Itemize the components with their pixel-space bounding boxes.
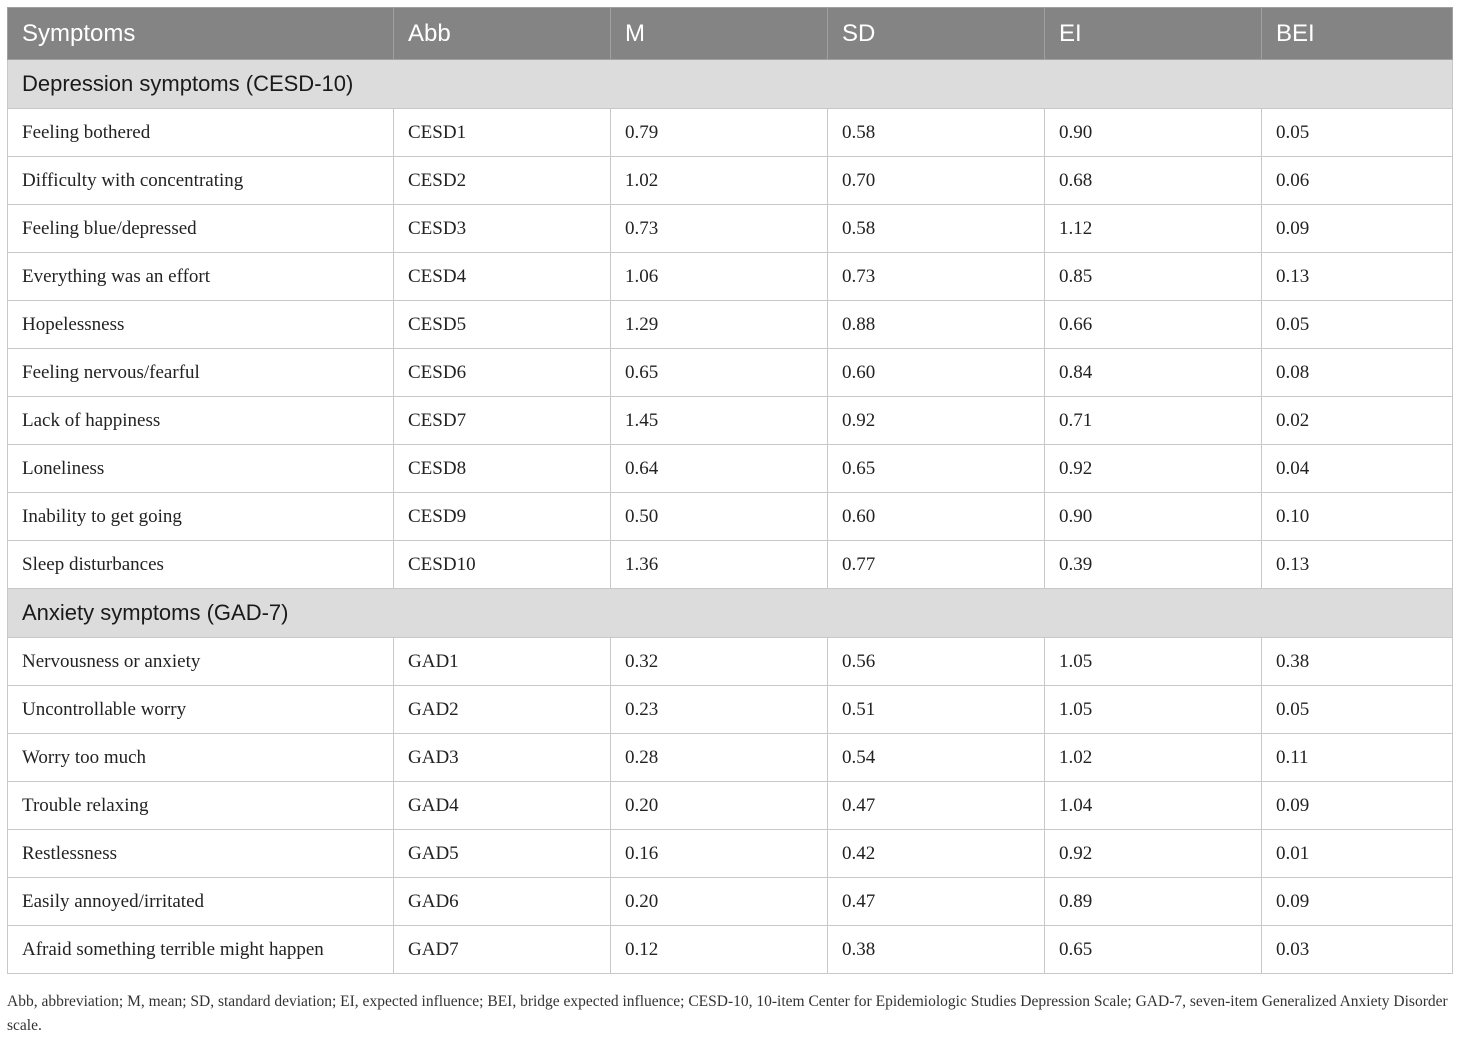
cell-bei: 0.05: [1262, 109, 1453, 157]
table-row: [8, 638, 1453, 686]
cell-ei: 0.90: [1045, 493, 1262, 541]
table-row: [8, 541, 1453, 589]
cell-symptom: Nervousness or anxiety: [8, 638, 394, 686]
cell-symptom: Lack of happiness: [8, 397, 394, 445]
cell-sd: 0.51: [828, 686, 1045, 734]
cell-sd: 0.65: [828, 445, 1045, 493]
cell-m: 0.73: [611, 205, 828, 253]
cell-ei: 1.04: [1045, 782, 1262, 830]
cell-bei: 0.11: [1262, 734, 1453, 782]
cell-m: 1.29: [611, 301, 828, 349]
cell-abb: GAD5: [394, 830, 611, 878]
cell-bei: 0.38: [1262, 638, 1453, 686]
cell-ei: 0.85: [1045, 253, 1262, 301]
cell-bei: 0.03: [1262, 926, 1453, 974]
cell-ei: 1.12: [1045, 205, 1262, 253]
cell-symptom: Afraid something terrible might happen: [8, 926, 394, 974]
cell-ei: 0.71: [1045, 397, 1262, 445]
cell-ei: 0.92: [1045, 830, 1262, 878]
table-row: [8, 349, 1453, 397]
table-row: [8, 734, 1453, 782]
table-row: [8, 878, 1453, 926]
table-row: [8, 205, 1453, 253]
cell-symptom: Feeling nervous/fearful: [8, 349, 394, 397]
cell-abb: CESD9: [394, 493, 611, 541]
cell-bei: 0.01: [1262, 830, 1453, 878]
cell-m: 1.06: [611, 253, 828, 301]
cell-bei: 0.09: [1262, 782, 1453, 830]
cell-m: 0.64: [611, 445, 828, 493]
cell-bei: 0.08: [1262, 349, 1453, 397]
cell-sd: 0.60: [828, 493, 1045, 541]
cell-bei: 0.13: [1262, 541, 1453, 589]
cell-sd: 0.54: [828, 734, 1045, 782]
cell-symptom: Feeling bothered: [8, 109, 394, 157]
cell-sd: 0.56: [828, 638, 1045, 686]
cell-ei: 0.89: [1045, 878, 1262, 926]
cell-m: 0.20: [611, 782, 828, 830]
table-row: [8, 157, 1453, 205]
cell-symptom: Trouble relaxing: [8, 782, 394, 830]
table-row: [8, 109, 1453, 157]
table-row: [8, 301, 1453, 349]
cell-bei: 0.10: [1262, 493, 1453, 541]
cell-abb: GAD3: [394, 734, 611, 782]
cell-abb: CESD1: [394, 109, 611, 157]
cell-symptom: Restlessness: [8, 830, 394, 878]
cell-symptom: Sleep disturbances: [8, 541, 394, 589]
cell-symptom: Easily annoyed/irritated: [8, 878, 394, 926]
table-row: [8, 445, 1453, 493]
cell-ei: 0.39: [1045, 541, 1262, 589]
header-row: [8, 8, 1453, 60]
cell-bei: 0.05: [1262, 686, 1453, 734]
table-row: [8, 830, 1453, 878]
cell-sd: 0.73: [828, 253, 1045, 301]
cell-symptom: Uncontrollable worry: [8, 686, 394, 734]
cell-symptom: Worry too much: [8, 734, 394, 782]
cell-bei: 0.06: [1262, 157, 1453, 205]
header-symptoms: Symptoms: [8, 8, 394, 60]
cell-sd: 0.70: [828, 157, 1045, 205]
cell-sd: 0.58: [828, 205, 1045, 253]
cell-abb: CESD8: [394, 445, 611, 493]
cell-symptom: Loneliness: [8, 445, 394, 493]
cell-abb: GAD2: [394, 686, 611, 734]
header-sd: SD: [828, 8, 1045, 60]
cell-bei: 0.05: [1262, 301, 1453, 349]
section-row: [8, 60, 1453, 109]
table-row: [8, 397, 1453, 445]
cell-ei: 0.66: [1045, 301, 1262, 349]
symptoms-table: [7, 7, 1453, 974]
cell-m: 0.50: [611, 493, 828, 541]
cell-abb: GAD4: [394, 782, 611, 830]
section-title: Depression symptoms (CESD-10): [8, 60, 1453, 109]
cell-sd: 0.77: [828, 541, 1045, 589]
cell-sd: 0.47: [828, 782, 1045, 830]
cell-abb: CESD7: [394, 397, 611, 445]
cell-sd: 0.38: [828, 926, 1045, 974]
cell-sd: 0.58: [828, 109, 1045, 157]
cell-abb: CESD10: [394, 541, 611, 589]
table-container: [7, 7, 1452, 974]
cell-m: 0.20: [611, 878, 828, 926]
cell-sd: 0.60: [828, 349, 1045, 397]
cell-abb: CESD5: [394, 301, 611, 349]
header-m: M: [611, 8, 828, 60]
header-ei: EI: [1045, 8, 1262, 60]
cell-abb: CESD2: [394, 157, 611, 205]
cell-abb: CESD6: [394, 349, 611, 397]
cell-m: 1.02: [611, 157, 828, 205]
section-row: [8, 589, 1453, 638]
table-row: [8, 253, 1453, 301]
cell-bei: 0.04: [1262, 445, 1453, 493]
cell-abb: GAD7: [394, 926, 611, 974]
cell-sd: 0.42: [828, 830, 1045, 878]
table-row: [8, 493, 1453, 541]
cell-bei: 0.09: [1262, 205, 1453, 253]
table-row: [8, 782, 1453, 830]
cell-sd: 0.88: [828, 301, 1045, 349]
cell-symptom: Feeling blue/depressed: [8, 205, 394, 253]
section-title: Anxiety symptoms (GAD-7): [8, 589, 1453, 638]
cell-ei: 0.90: [1045, 109, 1262, 157]
cell-symptom: Difficulty with concentrating: [8, 157, 394, 205]
cell-ei: 1.05: [1045, 638, 1262, 686]
cell-abb: CESD4: [394, 253, 611, 301]
cell-bei: 0.13: [1262, 253, 1453, 301]
cell-ei: 0.68: [1045, 157, 1262, 205]
cell-symptom: Everything was an effort: [8, 253, 394, 301]
cell-m: 0.23: [611, 686, 828, 734]
cell-m: 0.16: [611, 830, 828, 878]
cell-abb: CESD3: [394, 205, 611, 253]
cell-ei: 1.05: [1045, 686, 1262, 734]
cell-sd: 0.92: [828, 397, 1045, 445]
header-bei: BEI: [1262, 8, 1453, 60]
cell-bei: 0.02: [1262, 397, 1453, 445]
table-body: [8, 60, 1453, 974]
cell-m: 1.36: [611, 541, 828, 589]
cell-m: 0.79: [611, 109, 828, 157]
header-abb: Abb: [394, 8, 611, 60]
cell-ei: 1.02: [1045, 734, 1262, 782]
table-footnote: Abb, abbreviation; M, mean; SD, standard deviation; EI, expected influence; BEI, bridge expected influence; CESD-10, 10-item Center for Epidemiologic Studies Depression Scale; GAD-7, seven-item Generalized Anxiety Disorder scale.: [7, 993, 1448, 1034]
cell-m: 0.65: [611, 349, 828, 397]
cell-abb: GAD6: [394, 878, 611, 926]
cell-ei: 0.65: [1045, 926, 1262, 974]
table-row: [8, 926, 1453, 974]
cell-bei: 0.09: [1262, 878, 1453, 926]
cell-m: 0.32: [611, 638, 828, 686]
cell-ei: 0.92: [1045, 445, 1262, 493]
cell-symptom: Hopelessness: [8, 301, 394, 349]
cell-sd: 0.47: [828, 878, 1045, 926]
cell-m: 1.45: [611, 397, 828, 445]
cell-abb: GAD1: [394, 638, 611, 686]
cell-m: 0.28: [611, 734, 828, 782]
cell-m: 0.12: [611, 926, 828, 974]
cell-symptom: Inability to get going: [8, 493, 394, 541]
cell-ei: 0.84: [1045, 349, 1262, 397]
table-row: [8, 686, 1453, 734]
